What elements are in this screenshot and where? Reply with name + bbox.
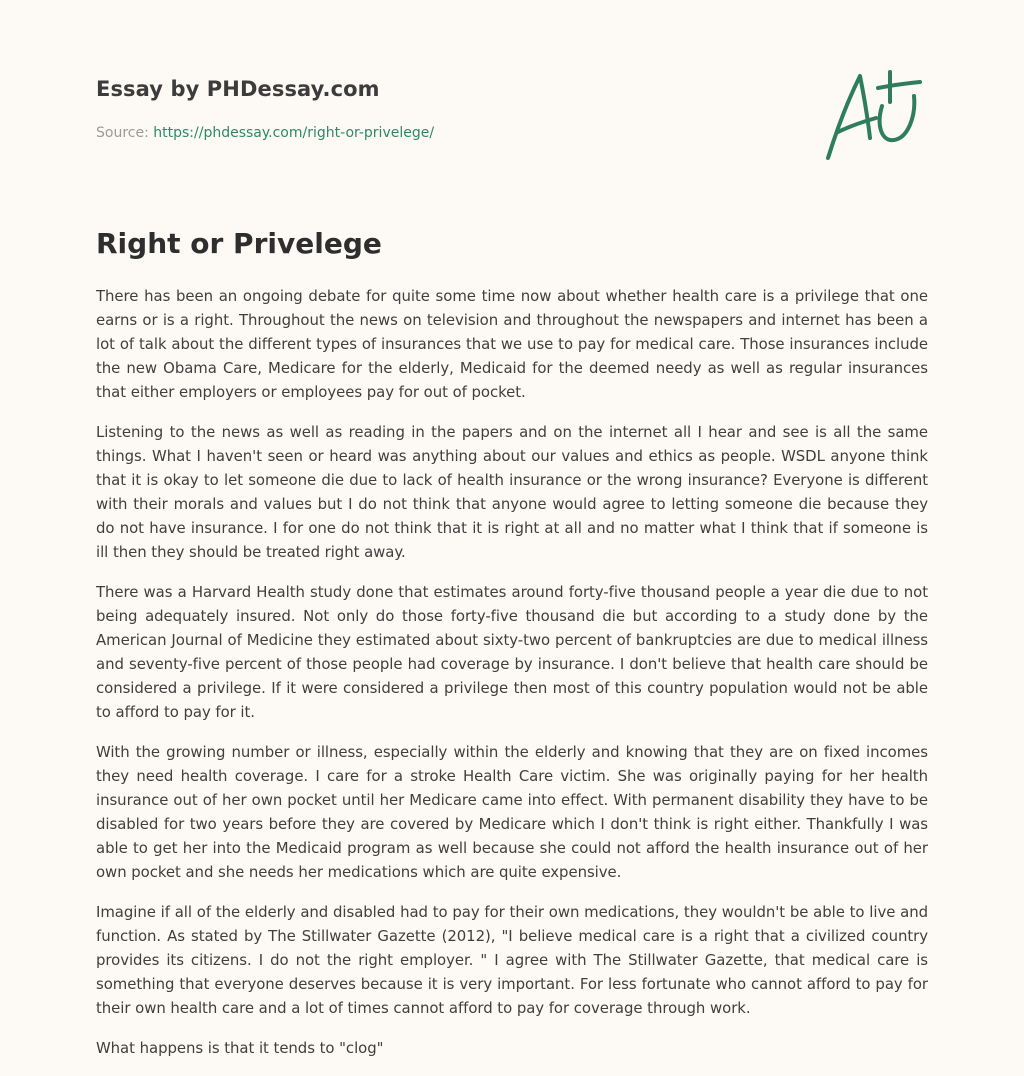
essay-paragraph: There was a Harvard Health study done that estimates around forty-five thousand people a year die due to not being adequately insured. Not only do those forty-five thousand die but according to a study done by the American Journal of Medicine they estimated about sixty-two percent of bankruptcies are due to medical illness and seventy-five percent of those people had coverage by insurance. I don't believe that health care should be considered a privilege. If it were considered a privilege then most of this country population would not be able to afford to pay for it. xyxy=(96,583,928,721)
source-line xyxy=(96,123,796,143)
essay-paragraph: With the growing number or illness, especially within the elderly and knowing that they are on fixed incomes they need health coverage. I care for a stroke Health Care victim. She was originally paying for her health insurance out of her own pocket until her Medicare came into effect. With permanent disability they have to be disabled for two years before they are covered by Medicare which I don't think is right either. Thankfully I was able to get her into the Medicaid program as well because she could not afford the health insurance out of her own pocket and she needs her medications which are quite expensive. xyxy=(96,743,928,881)
site-brand: Essay by PHDessay.com xyxy=(96,77,380,101)
essay-paragraph: What happens is that it tends to "clog" xyxy=(96,1039,384,1057)
essay-paragraph: There has been an ongoing debate for quite some time now about whether health care is a privilege that one earns or is a right. Throughout the news on television and throughout the newspapers and internet has been a lot of talk about the different types of insurances that we use to pay for medical care. Those insurances include the new Obama Care, Medicare for the elderly, Medicaid for the deemed needy as well as regular insurances that either employers or employees pay for out of pocket. xyxy=(96,287,928,401)
essay-paragraph: Imagine if all of the elderly and disabled had to pay for their own medications, they wouldn't be able to live and function. As stated by The Stillwater Gazette (2012), "I believe medical care is a right that a civilized country provides its citizens. I do not the right employer. " I agree with The Stillwater Gazette, that medical care is something that everyone deserves because it is very important. For less fortunate who cannot afford to pay for their own health care and a lot of times cannot afford to pay for coverage through work. xyxy=(96,903,928,1017)
essay-title: Right or Privelege xyxy=(96,227,382,260)
essay-paragraph: Listening to the news as well as reading in the papers and on the internet all I hear and see is all the same things. What I haven't seen or heard was anything about our values and ethics as people. WSDL anyone think that it is okay to let someone die due to lack of health insurance or the wrong insurance? Everyone is different with their morals and values but I do not think that anyone would agree to letting someone die because they do not have insurance. I for one do not think that it is right at all and no matter what I think that if someone is ill then they should be treated right away. xyxy=(96,423,928,561)
essay-header xyxy=(96,74,796,143)
source-label: Source: xyxy=(96,125,154,141)
a-plus-logo-icon xyxy=(820,66,930,166)
source-link[interactable]: https://phdessay.com/right-or-privelege/ xyxy=(153,125,435,141)
essay-body xyxy=(96,284,928,1076)
